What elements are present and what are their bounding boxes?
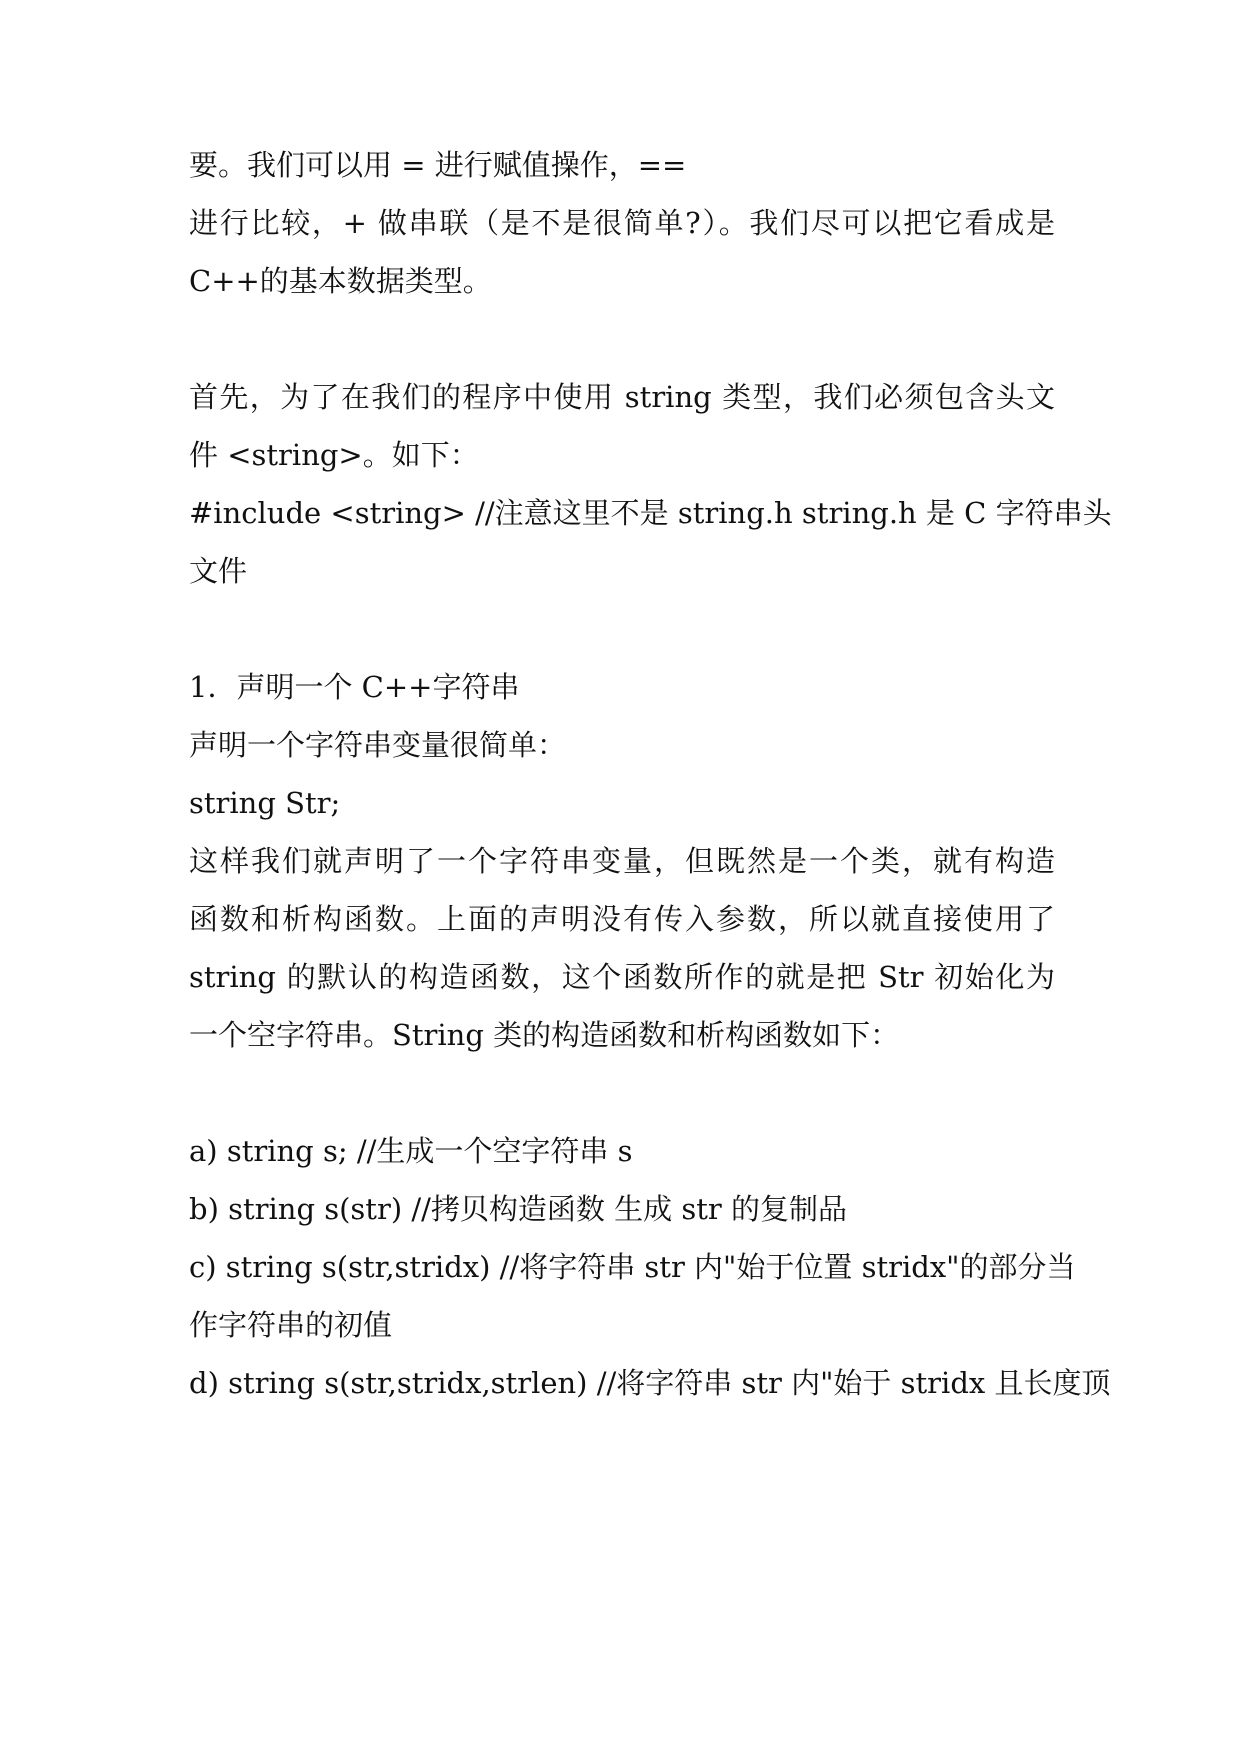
list-item: a) string s; //生成一个空字符串 s	[189, 1134, 633, 1168]
text-line: 要。我们可以用 = 进行赋值操作，==	[189, 148, 687, 182]
text-line: 首先，为了在我们的程序中使用 string 类型，我们必须包含头文	[189, 380, 1055, 414]
text-line: 一个空字符串。String 类的构造函数和析构函数如下：	[189, 1018, 900, 1052]
text-line: 这样我们就声明了一个字符串变量，但既然是一个类，就有构造	[189, 844, 1055, 878]
text-line: 声明一个字符串变量很简单：	[189, 728, 567, 762]
text-line: 进行比较，+ 做串联（是不是很简单?）。我们尽可以把它看成是	[189, 206, 1055, 240]
text-line: #include <string> //注意这里不是 string.h string.h 是 C 字符串头	[189, 496, 1112, 530]
text-line: string 的默认的构造函数，这个函数所作的就是把 Str 初始化为	[189, 960, 1055, 994]
text-line: 文件	[189, 554, 248, 588]
list-item: b) string s(str) //拷贝构造函数 生成 str 的复制品	[189, 1192, 847, 1226]
text-line: 件 <string>。如下：	[189, 438, 479, 472]
list-item: c) string s(str,stridx) //将字符串 str 内"始于位置 stridx"的部分当	[189, 1250, 1076, 1284]
code-line: string Str;	[189, 786, 341, 820]
text-line: 函数和析构函数。上面的声明没有传入参数，所以就直接使用了	[189, 902, 1055, 936]
list-item: d) string s(str,stridx,strlen) //将字符串 str 内"始于 stridx 且长度顶	[189, 1366, 1111, 1400]
text-line: C++的基本数据类型。	[189, 264, 492, 298]
text-line: 作字符串的初值	[189, 1308, 393, 1342]
section-heading: 1．声明一个 C++字符串	[189, 670, 520, 704]
